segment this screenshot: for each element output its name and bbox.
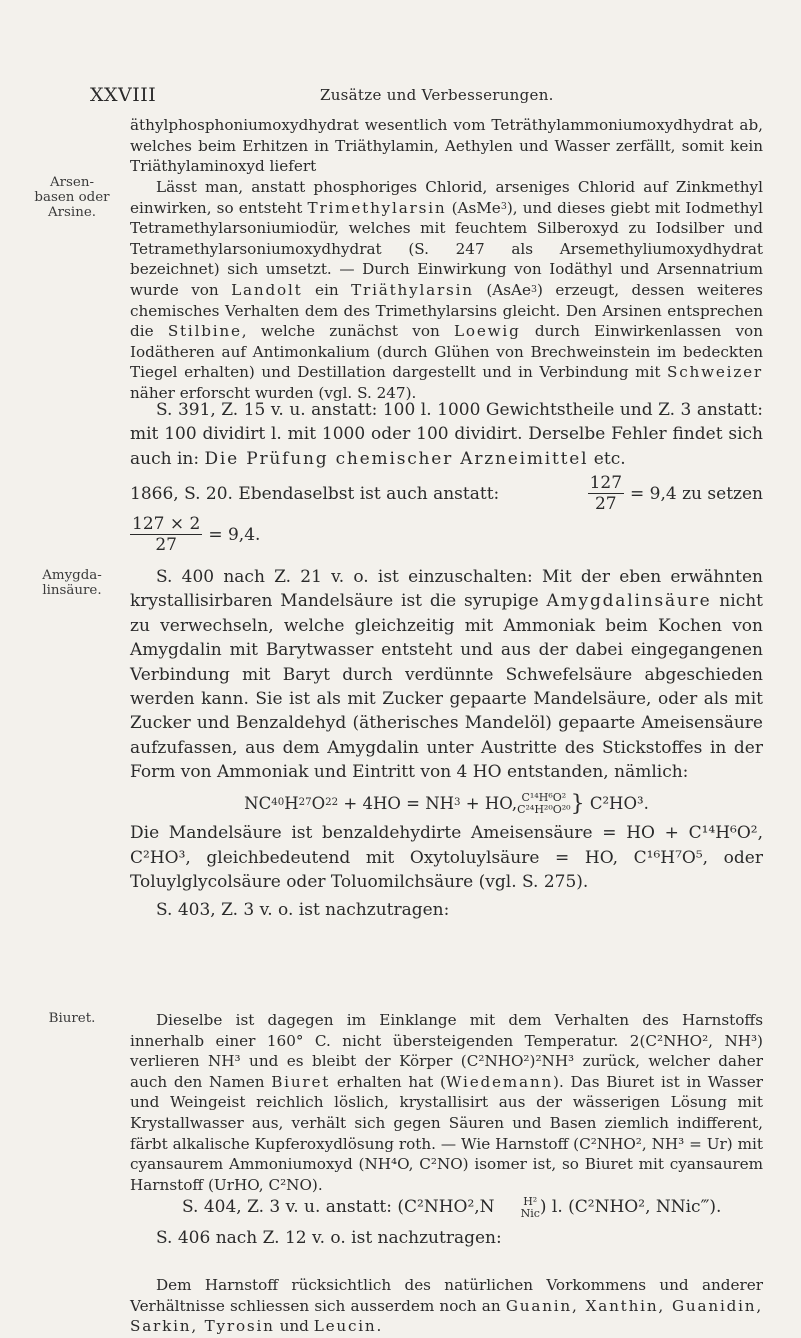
term-trimethylarsin: Trimethylarsin [307,198,447,217]
name-landolt: Landolt [231,280,303,299]
fraction-127x2-27: $\frac{127 \times 2}{27}$ [132,514,201,556]
formula-amygdalin: $NC^{40}H^{27}O^{22} + 4HO = NH^3$ + HO, C¹⁴H⁶O² C²⁴H²⁰O²⁰ } C²HO³. [244,791,649,817]
term-stilbine: Stilbine [167,322,242,341]
text-block-3 [130,398,763,555]
paragraph-mandelsaeure: Die Mandelsäure ist benzaldehydirte Ameisensäure = HO + C¹⁴H⁶O², C²HO³, gleichbedeutend mit Oxytoluylsäure = HO, C¹⁶H⁷O⁵, oder Toluylglycolsäure oder Toluomilchsäure (vgl. S. 275). [130,823,763,892]
text-block-biuret [130,1010,763,1195]
margin-note-arsine: Arsen- basen oder Arsine. [34,175,110,220]
name-wiedemann: Wiedemann [445,1072,554,1091]
fraction-line-2: $\frac{127 \times 2}{27}$ = 9,4. [132,514,261,556]
term-amygdalinsaeure: Amygdalinsäure [546,591,712,612]
book-title-pruefung: Die Prüfung chemischer Arzneimittel [204,448,589,469]
paragraph-correction-404: S. 404, Z. 3 v. u. anstatt: (C²NHO²,N H² Nic ) l. (C²NHO², NNic‴). [182,1194,722,1220]
margin-note-biuret: Biuret. [48,1011,96,1026]
paragraph-amygdalinsaeure: S. 400 nach Z. 21 v. o. ist einzuschalten: Mit der eben erwähnten krystallisirbaren Mandelsäure ist die syrupige Amygdalinsäure nicht zu verwechseln, welche gleichzeitig mit Ammoniak beim Kochen von Amygdalin mit Barytwasser entsteht und aus der dabei eingegangenen Verbindung mit Baryt durch verdünnte Schwefelsäure abgeschieden werden kann. Sie ist als mit Zucker gepaarte Mandelsäure, oder als mit Zucker und Benzaldehyd (ätherisches Mandelöl) gepaarte Ameisensäure aufzufassen, aus dem Amygdalin unter Austritte des Stickstoffes in der Form von Ammoniak und Eintritt von 4 HO entstanden, nämlich: [130,567,763,783]
term-leucin: Leucin [313,1317,377,1336]
text-block-last [130,1275,763,1337]
page-number: XXVIII [90,84,157,106]
paragraph-triaethylphosphin: äthylphosphoniumoxydhydrat wesentlich vom Teträthylammoniumoxydhydrat ab, welches beim Erhitzen in Triäthylamin, Aethylen und Wasser zerfällt, somit kein Triäthylaminoxyd liefert [130,116,763,176]
text-block-correction-404 [130,1195,763,1250]
formula-stack: C¹⁴H⁶O² C²⁴H²⁰O²⁰ [517,791,571,817]
term-list: Guanin, Xanthin, Guanidin, Sarkin, Tyrosin [130,1296,763,1336]
text-block-2 [130,177,763,404]
paragraph-correction-406: S. 406 nach Z. 12 v. o. ist nachzutragen: [156,1227,502,1248]
formula-stack-nic: H² Nic [520,1194,540,1220]
paragraph-correction-391: S. 391, Z. 15 v. u. anstatt: 100 l. 1000 Gewichtstheile und Z. 3 anstatt: mit 100 dividirt l. mit 1000 oder 100 dividirt. Derselbe Fehler findet sich auch in: Die Prüfung chemischer Arzneimittel etc. [130,400,763,469]
running-header [90,84,761,106]
fraction-line-1: 1866, S. 20. Ebendaselbst ist auch anstatt: $\frac{127}{27}$ = 9,4 zu setzen [130,473,763,515]
text-block-4 [130,565,763,923]
fraction-127-27: $\frac{127}{27}$ [589,473,623,515]
term-triaethylarsin: Triäthylarsin [351,280,474,299]
paragraph-correction-403: S. 403, Z. 3 v. o. ist nachzutragen: [156,900,450,921]
paragraph-biuret: Dieselbe ist dagegen im Einklange mit dem Verhalten des Harnstoffs innerhalb einer 160° C. nicht übersteigenden Temperatur. 2(C²NHO², NH³) verlieren NH³ und es bleibt der Körper (C²NHO²)²NH³ zurück, welcher daher auch den Namen Biuret erhalten hat (Wiedemann). Das Biuret ist in Wasser und Weingeist reichlich löslich, krystallisirt aus der wässerigen Lösung mit Krystallwasser aus, verhält sich gegen Säuren und Basen ziemlich indifferent, färbt alkalische Kupferoxydlösung roth. — Wie Harnstoff (C²NHO², NH³ = Ur) mit cyansaurem Ammoniumoxyd (NH⁴O, C²NO) isomer ist, so Biuret mit cyansaurem Harnstoff (UrHO, C²NO). [130,1011,763,1194]
text-block-1 [130,115,763,177]
paragraph-harnstoff: Dem Harnstoff rücksichtlich des natürlichen Vorkommens und anderer Verhältnisse schliessen sich ausserdem noch an Guanin, Xanthin, Guanidin, Sarkin, Tyrosin und Leucin. [130,1276,763,1336]
term-biuret: Biuret [271,1072,331,1091]
margin-note-amygdalinsaeure: Amygda- linsäure. [42,568,102,598]
running-title: Zusätze und Verbesserungen. [320,86,554,104]
paragraph-arsine: Lässt man, anstatt phosphoriges Chlorid, arseniges Chlorid auf Zinkmethyl einwirken, so entsteht Trimethylarsin (AsMe$^3$), und dieses giebt mit Iodmethyl Tetramethylarsoniumiodür, welches mit feuchtem Silberoxyd zu Iodsilber und Tetramethylarsoniumoxydhydrat (S. 247 als Arsemethyliumoxydhydrat bezeichnet) sich umsetzt. — Durch Einwirkung von Iodäthyl und Arsennatrium wurde von Landolt ein Triäthylarsin (AsAe$^3$) erzeugt, dessen weiteres chemisches Verhalten dem des Trimethylarsins gleicht. Den Arsinen entsprechen die Stilbine, welche zunächst von Loewig durch Einwirkenlassen von Iodätheren auf Antimonkalium (durch Glühen von Brechweinstein im bedeckten Tiegel erhalten) und Destillation dargestellt und in Verbindung mit Schweizer näher erforscht wurden (vgl. S. 247). [130,178,763,402]
name-schweizer: Schweizer [667,363,763,382]
name-loewig: Loewig [454,322,521,341]
